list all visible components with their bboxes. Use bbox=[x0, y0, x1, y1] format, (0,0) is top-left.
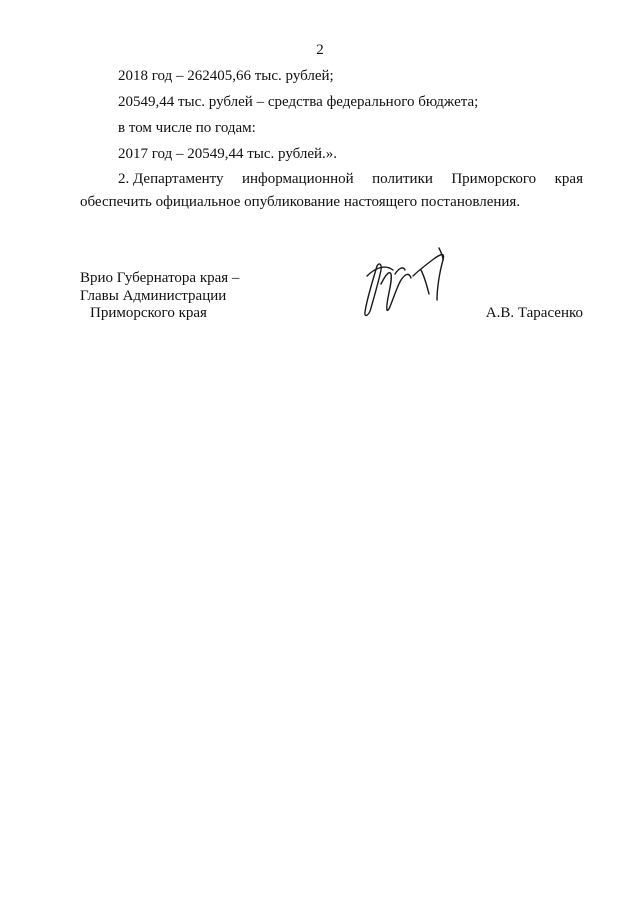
paragraph-2-word: 2. Департаменту bbox=[118, 171, 224, 187]
paragraph-2-line-1 bbox=[118, 170, 583, 188]
text-line-federal-budget: 20549,44 тыс. рублей – средства федерального бюджета; bbox=[118, 94, 479, 110]
signer-title-line-3: Приморского края bbox=[90, 305, 207, 321]
text-line-2018: 2018 год – 262405,66 тыс. рублей; bbox=[118, 68, 334, 84]
text-line-by-years: в том числе по годам: bbox=[118, 120, 256, 136]
page-number: 2 bbox=[316, 42, 324, 58]
signer-title-line-1: Врио Губернатора края – bbox=[80, 270, 240, 286]
paragraph-2-word: политики bbox=[372, 171, 433, 187]
paragraph-2-word: информационной bbox=[241, 171, 354, 187]
paragraph-2-line-2: обеспечить официальное опубликование настоящего постановления. bbox=[80, 194, 521, 210]
paragraph-2-word: края bbox=[554, 171, 583, 187]
signer-name: А.В. Тарасенко bbox=[485, 305, 583, 321]
signer-title-line-2: Главы Администрации bbox=[80, 288, 227, 304]
paragraph-2-word: Приморского bbox=[451, 171, 537, 187]
handwritten-signature-icon bbox=[355, 240, 455, 320]
text-line-2017: 2017 год – 20549,44 тыс. рублей.». bbox=[118, 146, 338, 162]
